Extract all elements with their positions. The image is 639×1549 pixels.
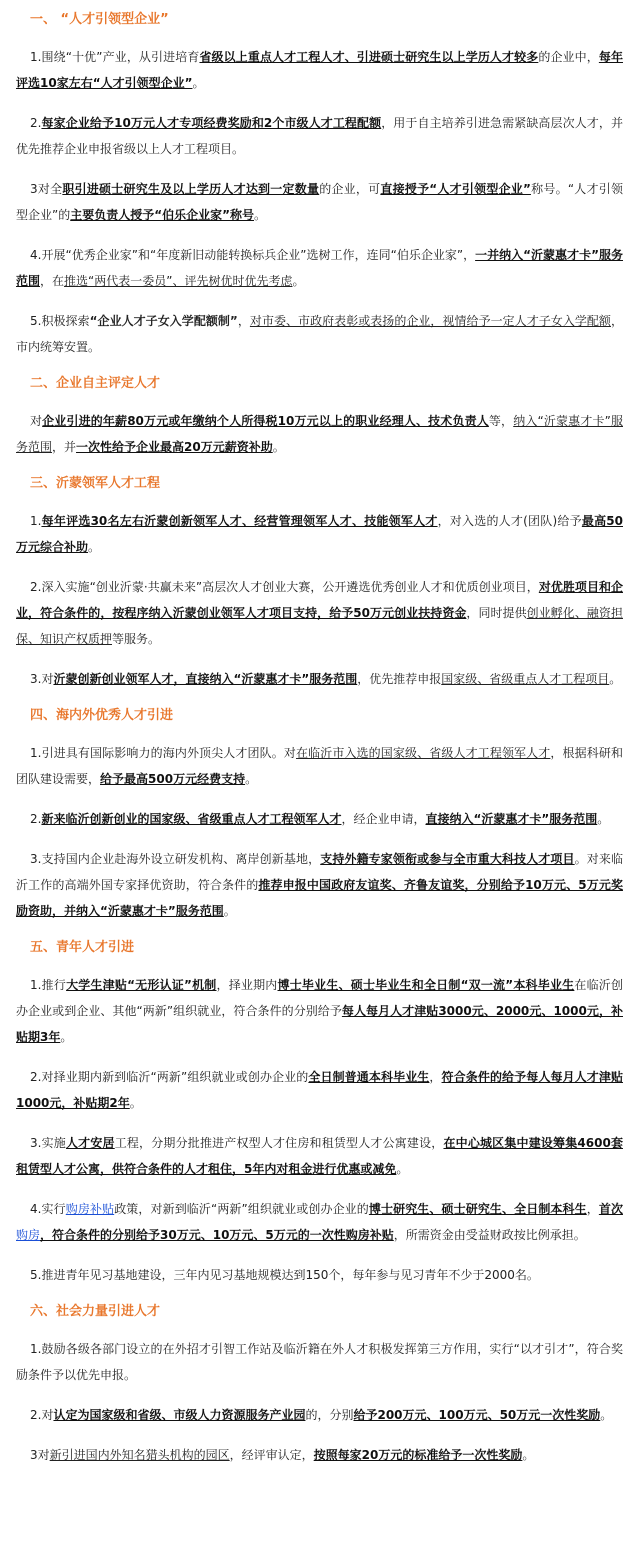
section-heading: 二、企业自主评定人才	[30, 376, 161, 391]
body-text: ，所需资金由受益财政按比例承担。	[393, 1228, 586, 1242]
spacer	[16, 30, 623, 44]
body-text: 5.推进青年见习基地建设，三年内见习基地规模达到150个，每年参与见习青年不少于2000名。	[30, 1268, 539, 1282]
section-heading: 六、社会力量引进人才	[30, 1304, 161, 1319]
underlined-text: 推选“两代表一委员”、评先树优时优先考虑	[64, 274, 293, 288]
body-text: ，	[586, 1202, 599, 1216]
highlighted-text: 企业引进的年薪80万元或年缴纳个人所得税10万元以上的职业经理人、技术负责人	[42, 414, 489, 428]
highlighted-text: 认定为国家级和省级、市级人力资源服务产业园	[53, 1408, 306, 1422]
highlighted-text: 沂蒙创新创业领军人才，直接纳入“沂蒙惠才卡”服务范围	[53, 672, 358, 686]
bold-text: “企业人才子女入学配额制”	[89, 314, 238, 328]
highlighted-text: 人才安居	[65, 1136, 115, 1150]
body-text: 1.推行	[30, 978, 67, 992]
highlighted-text: 支持外籍专家领衔或参与全市重大科技人才项目	[320, 852, 575, 866]
spacer	[16, 162, 623, 176]
body-text: ，经评审认定，	[229, 1448, 314, 1462]
spacer	[16, 228, 623, 242]
body-text: 1.围绕“十优”产业，从引进培育	[30, 50, 200, 64]
body-text: 的企业中，	[538, 50, 599, 64]
highlighted-text: 首次	[598, 1202, 623, 1216]
paragraph	[16, 408, 623, 460]
highlighted-text: 每年评选10家左右“人才引领型企业”	[16, 50, 623, 90]
spacer	[16, 1050, 623, 1064]
body-text: 。	[245, 772, 258, 786]
highlighted-text: 符合条件的给予每人每月人才津贴1000元，补贴期2年	[16, 1070, 623, 1110]
section-heading: 一、 “人才引领型企业”	[30, 12, 169, 27]
body-text: ，并	[52, 440, 77, 454]
spacer	[16, 832, 623, 846]
spacer	[16, 360, 623, 374]
body-text: 。	[272, 440, 285, 454]
spacer	[16, 652, 623, 666]
underlined-text: 国家级、省级重点人才工程项目	[441, 672, 610, 686]
section-heading: 三、沂蒙领军人才工程	[30, 476, 161, 491]
underlined-text: 对市委、市政府表彰或表扬的企业，视情给予一定人才子女入学配额	[249, 314, 611, 328]
body-text: 1.引进具有国际影响力的海内外顶尖人才团队。对	[30, 746, 296, 760]
spacer	[16, 96, 623, 110]
paragraph	[16, 176, 623, 228]
text-link[interactable]: 购房补贴	[65, 1202, 115, 1216]
body-text: 1.	[30, 514, 42, 528]
underlined-text: 创业孵化、融资担保、知识产权质押	[16, 606, 623, 646]
highlighted-text: 推荐申报中国政府友谊奖、齐鲁友谊奖，分别给予10万元、5万元奖励资助，并纳入“沂蒙惠才卡”服务范围	[16, 878, 623, 918]
paragraph	[16, 574, 623, 652]
spacer	[16, 1248, 623, 1262]
body-text: 对	[30, 414, 43, 428]
underlined-text: 新引进国内外知名猎头机构的园区	[49, 1448, 230, 1462]
body-text: ，	[429, 1070, 442, 1084]
body-text: 。	[609, 672, 622, 686]
highlighted-text: 博士毕业生、硕士毕业生和全日制“双一流”本科毕业生	[277, 978, 575, 992]
body-text: ，市内统筹安置。	[16, 314, 623, 354]
highlighted-text: 一并纳入“沂蒙惠才卡”服务范围	[16, 248, 623, 288]
body-text: 。	[292, 274, 305, 288]
paragraph	[16, 1336, 623, 1388]
spacer	[16, 1388, 623, 1402]
spacer	[16, 1322, 623, 1336]
highlighted-text: ，符合条件的分别给予30万元、10万元、5万元的一次性购房补贴	[40, 1228, 394, 1242]
highlighted-text: 新来临沂创新创业的国家级、省级重点人才工程领军人才	[41, 812, 342, 826]
spacer	[16, 560, 623, 574]
body-text: 2.	[30, 812, 42, 826]
paragraph	[16, 806, 623, 832]
body-text: 3.对	[30, 672, 54, 686]
highlighted-text: 大学生津贴“无形认证”机制	[66, 978, 217, 992]
body-text: 。	[522, 1448, 535, 1462]
spacer	[16, 460, 623, 474]
body-text: 。对来临沂工作的高端外国专家择优资助，符合条件的	[16, 852, 623, 892]
body-text: 4.实行	[30, 1202, 66, 1216]
body-text: 。	[129, 1096, 142, 1110]
paragraph	[16, 1442, 623, 1468]
body-text: ，	[237, 314, 250, 328]
body-text: 2.深入实施“创业沂蒙·共赢未来”高层次人才创业大赛，公开遴选优秀创业人才和优质创业项目，	[30, 580, 539, 594]
body-text: 。	[88, 540, 101, 554]
spacer	[16, 692, 623, 706]
highlighted-text: 职引进硕士研究生及以上学历人才达到一定数量	[62, 182, 320, 196]
paragraph	[16, 44, 623, 96]
highlighted-text: 每年评选30名左右沂蒙创新领军人才、经营管理领军人才、技能领军人才	[41, 514, 438, 528]
spacer	[16, 294, 623, 308]
paragraph	[16, 1402, 623, 1428]
paragraph	[16, 972, 623, 1050]
body-text: 3对	[30, 1448, 50, 1462]
spacer	[16, 1288, 623, 1302]
highlighted-text: 按照每家20万元的标准给予一次性奖励	[313, 1448, 523, 1462]
highlighted-text: 主要负责人授予“伯乐企业家”称号	[70, 208, 254, 222]
paragraph	[16, 308, 623, 360]
paragraph	[16, 1130, 623, 1182]
highlighted-text: 给予最高500万元经费支持	[100, 772, 246, 786]
body-text: ，择业期内	[216, 978, 278, 992]
spacer	[16, 0, 623, 10]
body-text: 2.对	[30, 1408, 54, 1422]
body-text: 4.开展“优秀企业家”和“年度新旧动能转换标兵企业”选树工作，连同“伯乐企业家”，	[30, 248, 476, 262]
paragraph	[16, 740, 623, 792]
body-text: 等，	[488, 414, 514, 428]
body-text: ，同时提供	[466, 606, 527, 620]
body-text: 政策，对新到临沂“两新”组织就业或创办企业的	[114, 1202, 369, 1216]
body-text: ，优先推荐申报	[357, 672, 442, 686]
body-text: 。	[597, 812, 610, 826]
body-text: 3对全	[30, 182, 63, 196]
body-text: 2.对择业期内新到临沂“两新”组织就业或创办企业的	[30, 1070, 309, 1084]
body-text: ，对入选的人才(团队)给予	[437, 514, 582, 528]
body-text: 。	[60, 1030, 73, 1044]
text-link[interactable]: 购房	[16, 1228, 41, 1242]
spacer	[16, 1182, 623, 1196]
body-text: 3.实施	[30, 1136, 66, 1150]
paragraph	[16, 666, 623, 692]
paragraph	[16, 1262, 623, 1288]
highlighted-text: 直接纳入“沂蒙惠才卡”服务范围	[425, 812, 598, 826]
underlined-text: 在临沂市入选的国家级、省级人才工程领军人才	[295, 746, 551, 760]
body-text: 。	[600, 1408, 613, 1422]
section-heading: 五、青年人才引进	[30, 940, 135, 955]
body-text: ，在	[40, 274, 65, 288]
spacer	[16, 726, 623, 740]
spacer	[16, 394, 623, 408]
body-text: 。	[396, 1162, 409, 1176]
paragraph	[16, 242, 623, 294]
body-text: 等服务。	[112, 632, 161, 646]
body-text: 称号。“人才引领型企业”的	[16, 182, 624, 222]
spacer	[16, 958, 623, 972]
spacer	[16, 1116, 623, 1130]
highlighted-text: 博士研究生、硕士研究生、全日制本科生	[368, 1202, 587, 1216]
spacer	[16, 494, 623, 508]
body-text: 的企业，可	[319, 182, 381, 196]
underlined-text: 纳入“沂蒙惠才卡”服务范围	[16, 414, 623, 454]
paragraph	[16, 1196, 623, 1248]
paragraph	[16, 508, 623, 560]
body-text: ，经企业申请，	[341, 812, 426, 826]
body-text: 工程，分期分批推进产权型人才住房和租赁型人才公寓建设，	[114, 1136, 444, 1150]
highlighted-text: 一次性给予企业最高20万元薪资补助	[76, 440, 273, 454]
paragraph	[16, 846, 623, 924]
body-text: ，用于自主培养引进急需紧缺高层次人才，并优先推荐企业申报省级以上人才工程项目。	[16, 116, 623, 156]
highlighted-text: 在中心城区集中建设筹集4600套租赁型人才公寓，供符合条件的人才租住，5年内对租金进行优惠或减免	[16, 1136, 623, 1176]
spacer	[16, 1428, 623, 1442]
spacer	[16, 924, 623, 938]
body-text: 。	[192, 76, 205, 90]
body-text: 3.支持国内企业赴海外设立研发机构、离岸创新基地，	[30, 852, 321, 866]
spacer	[16, 792, 623, 806]
paragraph	[16, 110, 623, 162]
body-text: 2.	[30, 116, 42, 130]
body-text: 的，分别	[305, 1408, 354, 1422]
highlighted-text: 最高50万元综合补助	[16, 514, 623, 554]
body-text: 在临沂创办企业或到企业、其他“两新”组织就业，符合条件的分别给予	[16, 978, 623, 1018]
section-heading: 四、海内外优秀人才引进	[30, 708, 174, 723]
body-text: ，根据科研和团队建设需要，	[16, 746, 623, 786]
body-text: 。	[254, 208, 267, 222]
body-text: 1.鼓励各级各部门设立的在外招才引智工作站及临沂籍在外人才积极发挥第三方作用，实行“以才引才”，符合奖励条件予以优先申报。	[16, 1342, 623, 1382]
highlighted-text: 全日制普通本科毕业生	[308, 1070, 430, 1084]
paragraph	[16, 1064, 623, 1116]
highlighted-text: 直接授予“人才引领型企业”	[380, 182, 531, 196]
highlighted-text: 给予200万元、100万元、50万元一次性奖励	[353, 1408, 601, 1422]
highlighted-text: 每人每月人才津贴3000元、2000元、1000元，补贴期3年	[16, 1004, 623, 1044]
highlighted-text: 每家企业给予10万元人才专项经费奖励和2个市级人才工程配额	[41, 116, 382, 130]
highlighted-text: 省级以上重点人才工程人才、引进硕士研究生以上学历人才较多	[199, 50, 539, 64]
body-text: 。	[223, 904, 236, 918]
highlighted-text: 对优胜项目和企业，符合条件的，按程序纳入沂蒙创业领军人才项目支持，给予50万元创业扶持资金	[16, 580, 623, 620]
body-text: 5.积极探索	[30, 314, 90, 328]
